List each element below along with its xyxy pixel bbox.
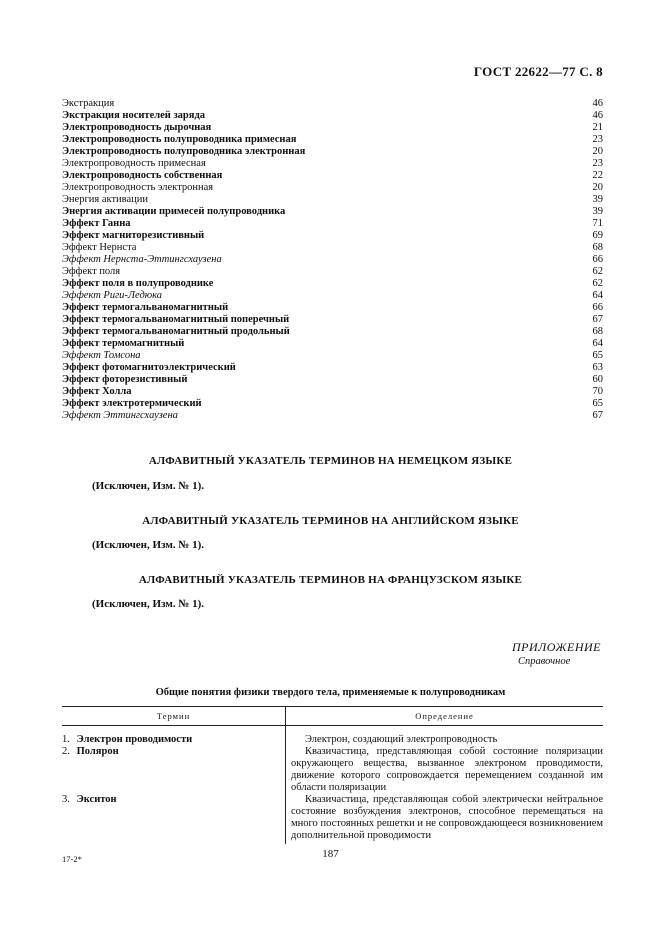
page-header: ГОСТ 22622—77 С. 8 [473, 64, 603, 79]
index-entry-page: 64 [592, 338, 603, 349]
row-number: 1. [62, 734, 70, 745]
index-entry-page: 20 [592, 182, 603, 193]
index-entry-page: 60 [592, 374, 603, 385]
index-entry-term: Эффект магниторезистивный [62, 230, 205, 241]
index-entry-page: 66 [592, 302, 603, 313]
index-entry [62, 386, 603, 398]
index-entry [62, 374, 603, 386]
index-entry-term: Эффект термогальваномагнитный поперечный [62, 314, 290, 325]
index-entry [62, 278, 603, 290]
index-entry-term: Эффект поля в полупроводнике [62, 278, 214, 289]
appendix-label: ПРИЛОЖЕНИЕ [512, 640, 601, 654]
appendix-sublabel: Справочное [518, 656, 571, 667]
section-note-german: (Исключен, Изм. № 1). [92, 480, 205, 492]
index-entry [62, 230, 603, 242]
index-entry [62, 218, 603, 230]
index-entry-term: Эффект Ганна [62, 218, 131, 229]
index-entry [62, 170, 603, 182]
index-entry-page: 68 [592, 242, 603, 253]
index-entry-term: Эффект термогальваномагнитный продольный [62, 326, 290, 337]
index-entry-page: 66 [592, 254, 603, 265]
index-entry-page: 67 [592, 314, 603, 325]
index-entry-page: 46 [592, 98, 603, 109]
index-entry-page: 69 [592, 230, 603, 241]
index-entry [62, 410, 603, 422]
index-entry-page: 63 [592, 362, 603, 373]
index-entry-page: 65 [592, 398, 603, 409]
index-entry-term: Эффект электротермический [62, 398, 202, 409]
column-divider [285, 724, 286, 844]
index-entry-term: Эффект Нернста [62, 242, 137, 253]
index-entry-term: Электропроводность дырочная [62, 122, 212, 133]
row-definition: Электрон, создающий электропроводность [305, 734, 498, 745]
row-definition: Квазичастица, представляющая собой электрически нейтральное состояние возбуждения электронов, способное перемещаться на много постоянных решетки и не сопровождающееся возникновением дополнительной проводимости [291, 794, 603, 841]
index-entry-term: Энергия активации [62, 194, 149, 205]
index-entry-term: Экстракция [62, 98, 115, 109]
index-entry-page: 39 [592, 194, 603, 205]
footer-signature-mark: 17-2* [62, 854, 82, 864]
index-entry-term: Эффект поля [62, 266, 121, 277]
index-entry-term: Электропроводность полупроводника примесная [62, 134, 297, 145]
index-entry-page: 70 [592, 386, 603, 397]
row-term: Полярон [76, 746, 119, 757]
index-entry-term: Энергия активации примесей полупроводника [62, 206, 286, 217]
index-entry-page: 65 [592, 350, 603, 361]
table-header [62, 706, 603, 726]
index-entry-page: 67 [592, 410, 603, 421]
index-entry-term: Эффект Риги-Ледюка [62, 290, 163, 301]
index-entry [62, 254, 603, 266]
index-entry [62, 398, 603, 410]
index-entry [62, 158, 603, 170]
table-title: Общие понятия физики твердого тела, применяемые к полупроводникам [155, 687, 506, 698]
column-header-definition: Определение [415, 711, 474, 721]
index-entry-page: 62 [592, 266, 603, 277]
row-definition: Квазичастица, представляющая собой состояние поляризации окружающего вещества, вызванное электроном проводимости, движение которого сопровождается перемещением созданной им области поляризации [291, 746, 603, 793]
index-entry [62, 146, 603, 158]
index-entry [62, 350, 603, 362]
index-entry-page: 39 [592, 206, 603, 217]
index-entry [62, 314, 603, 326]
index-entry-term: Эффект Эттингсхаузена [62, 410, 178, 421]
index-entry-term: Электропроводность собственная [62, 170, 223, 181]
index-entry-page: 68 [592, 326, 603, 337]
page-number: 187 [322, 848, 339, 860]
index-entry-page: 62 [592, 278, 603, 289]
index-entry [62, 98, 603, 110]
row-number: 2. [62, 746, 70, 757]
index-entry [62, 362, 603, 374]
index-entry [62, 122, 603, 134]
index-entry [62, 326, 603, 338]
section-note-english: (Исключен, Изм. № 1). [92, 539, 205, 551]
section-title-german: АЛФАВИТНЫЙ УКАЗАТЕЛЬ ТЕРМИНОВ НА НЕМЕЦКОМ ЯЗЫКЕ [148, 455, 513, 467]
section-note-french: (Исключен, Изм. № 1). [92, 598, 205, 610]
index-entry-term: Эффект термогальваномагнитный [62, 302, 229, 313]
index-entry-term: Электропроводность полупроводника электронная [62, 146, 306, 157]
table-row [62, 746, 603, 794]
table-row [62, 734, 603, 746]
column-header-term: Термин [62, 707, 286, 725]
section-title-french: АЛФАВИТНЫЙ УКАЗАТЕЛЬ ТЕРМИНОВ НА ФРАНЦУЗСКОМ ЯЗЫКЕ [138, 574, 523, 586]
index-entry-term: Эффект фоторезистивный [62, 374, 188, 385]
index-entry-page: 64 [592, 290, 603, 301]
row-term: Экситон [76, 794, 117, 805]
index-entry-page: 23 [592, 158, 603, 169]
index-entry-term: Эффект Нернста-Эттингсхаузена [62, 254, 222, 265]
index-entry [62, 110, 603, 122]
terms-table [62, 706, 603, 842]
index-entry [62, 194, 603, 206]
index-entry-page: 20 [592, 146, 603, 157]
index-entry [62, 290, 603, 302]
index-entry-term: Электропроводность примесная [62, 158, 206, 169]
index-entry-term: Эффект Томсона [62, 350, 141, 361]
row-term: Электрон проводимости [76, 734, 193, 745]
index-entry-page: 21 [592, 122, 603, 133]
term-index [62, 98, 603, 422]
table-row [62, 794, 603, 842]
index-entry-term: Эффект термомагнитный [62, 338, 185, 349]
index-entry-term: Эффект Холла [62, 386, 132, 397]
index-entry [62, 242, 603, 254]
index-entry-term: Экстракция носителей заряда [62, 110, 206, 121]
index-entry-page: 23 [592, 134, 603, 145]
index-entry [62, 182, 603, 194]
index-entry-term: Электропроводность электронная [62, 182, 214, 193]
index-entry [62, 338, 603, 350]
row-number: 3. [62, 794, 70, 805]
section-title-english: АЛФАВИТНЫЙ УКАЗАТЕЛЬ ТЕРМИНОВ НА АНГЛИЙСКОМ ЯЗЫКЕ [142, 515, 519, 527]
index-entry-page: 71 [592, 218, 603, 229]
index-entry [62, 266, 603, 278]
index-entry-page: 46 [592, 110, 603, 121]
index-entry-page: 22 [592, 170, 603, 181]
index-entry [62, 134, 603, 146]
index-entry [62, 302, 603, 314]
index-entry-term: Эффект фотомагнитоэлектрический [62, 362, 236, 373]
index-entry [62, 206, 603, 218]
